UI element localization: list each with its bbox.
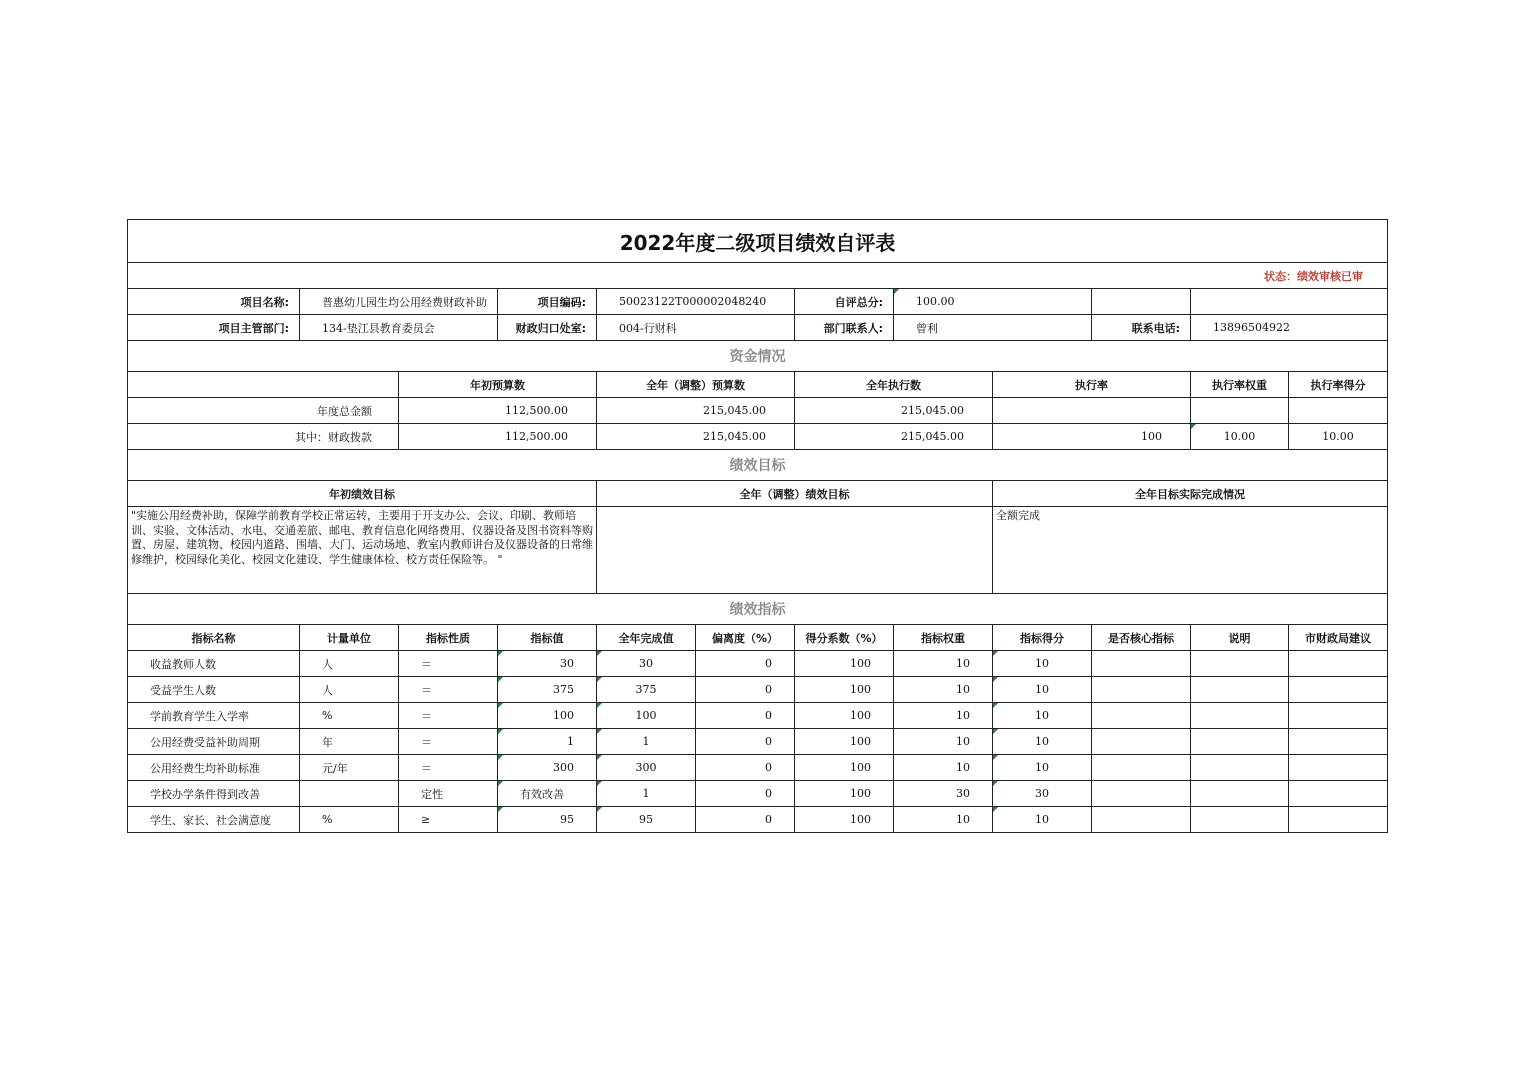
project-name-value[interactable]: 普惠幼儿园生均公用经费财政补助	[300, 289, 498, 315]
table-row	[128, 755, 1388, 781]
phone-label: 联系电话:	[1092, 315, 1191, 341]
indicator-note	[1191, 755, 1289, 781]
indicator-deviation: 0	[696, 807, 795, 833]
empty-cell	[1092, 289, 1191, 315]
indicator-name: 受益学生人数	[128, 677, 300, 703]
indicator-coefficient: 100	[795, 781, 894, 807]
indicator-note	[1191, 677, 1289, 703]
funds-header: 年初预算数	[399, 372, 597, 398]
indicator-deviation: 0	[696, 651, 795, 677]
indicator-deviation: 0	[696, 729, 795, 755]
indicator-unit: 元/年	[300, 755, 399, 781]
indicator-deviation: 0	[696, 677, 795, 703]
adjusted-budget: 215,045.00	[597, 424, 795, 450]
indicator-deviation: 0	[696, 781, 795, 807]
indicator-coefficient: 100	[795, 807, 894, 833]
indicator-header: 指标权重	[894, 625, 993, 651]
indicator-target[interactable]: 375	[498, 677, 597, 703]
funds-section-title: 资金情况	[128, 341, 1388, 372]
indicators-section-title: 绩效指标	[128, 594, 1388, 625]
indicator-unit	[300, 781, 399, 807]
self-score-value[interactable]: 100.00	[894, 289, 1092, 315]
rate-weight	[1191, 398, 1289, 424]
funds-header: 执行率得分	[1289, 372, 1388, 398]
indicator-deviation: 0	[696, 703, 795, 729]
dept-label: 项目主管部门:	[128, 315, 300, 341]
indicator-nature: ＝	[399, 677, 498, 703]
rate-score	[1289, 398, 1388, 424]
actual-completion-text: 全额完成	[993, 507, 1388, 594]
goals-header: 全年（调整）绩效目标	[597, 481, 993, 507]
goals-header: 全年目标实际完成情况	[993, 481, 1388, 507]
indicator-coefficient: 100	[795, 729, 894, 755]
indicator-target[interactable]: 100	[498, 703, 597, 729]
project-info-row-1	[128, 289, 1388, 315]
indicator-nature: ＝	[399, 703, 498, 729]
indicator-actual[interactable]: 30	[597, 651, 696, 677]
indicator-actual[interactable]: 1	[597, 781, 696, 807]
table-row	[128, 781, 1388, 807]
indicator-is-core	[1092, 807, 1191, 833]
funds-header-row	[128, 372, 1388, 398]
indicator-header: 是否核心指标	[1092, 625, 1191, 651]
indicator-suggestion	[1289, 651, 1388, 677]
adjusted-goal-text	[597, 507, 993, 594]
project-code-label: 项目编码:	[498, 289, 597, 315]
indicator-suggestion	[1289, 755, 1388, 781]
indicator-nature: ＝	[399, 755, 498, 781]
execution-rate	[993, 398, 1191, 424]
funds-row-label: 其中：财政拨款	[128, 424, 399, 450]
indicator-coefficient: 100	[795, 703, 894, 729]
rate-score: 10.00	[1289, 424, 1388, 450]
indicator-score[interactable]: 10	[993, 703, 1092, 729]
indicator-coefficient: 100	[795, 651, 894, 677]
dept-value[interactable]: 134-垫江县教育委员会	[300, 315, 498, 341]
indicator-actual[interactable]: 375	[597, 677, 696, 703]
indicator-unit: 年	[300, 729, 399, 755]
performance-form	[127, 219, 1388, 833]
self-score-label: 自评总分:	[795, 289, 894, 315]
indicator-weight: 10	[894, 651, 993, 677]
funds-row	[128, 398, 1388, 424]
indicator-suggestion	[1289, 703, 1388, 729]
indicator-name: 学前教育学生入学率	[128, 703, 300, 729]
table-row	[128, 703, 1388, 729]
executed-amount: 215,045.00	[795, 424, 993, 450]
indicators-header-row	[128, 625, 1388, 651]
indicator-is-core	[1092, 677, 1191, 703]
indicator-note	[1191, 703, 1289, 729]
indicator-unit: %	[300, 703, 399, 729]
indicator-note	[1191, 729, 1289, 755]
indicator-nature: ≥	[399, 807, 498, 833]
funds-header: 全年执行数	[795, 372, 993, 398]
indicator-name: 收益教师人数	[128, 651, 300, 677]
office-value[interactable]: 004-行财科	[597, 315, 795, 341]
funds-header: 执行率	[993, 372, 1191, 398]
indicator-deviation: 0	[696, 755, 795, 781]
indicator-score[interactable]: 10	[993, 729, 1092, 755]
table-row	[128, 651, 1388, 677]
indicator-weight: 10	[894, 703, 993, 729]
indicator-name: 公用经费生均补助标准	[128, 755, 300, 781]
funds-row	[128, 424, 1388, 450]
funds-row-label: 年度总金额	[128, 398, 399, 424]
indicator-suggestion	[1289, 729, 1388, 755]
empty-cell	[128, 372, 399, 398]
indicator-suggestion	[1289, 677, 1388, 703]
executed-amount: 215,045.00	[795, 398, 993, 424]
indicator-header: 偏离度（%）	[696, 625, 795, 651]
project-name-label: 项目名称:	[128, 289, 300, 315]
indicator-name: 公用经费受益补助周期	[128, 729, 300, 755]
initial-goal-text: "实施公用经费补助，保障学前教育学校正常运转，主要用于开支办公、会议、印刷、教师培训、实验、文体活动、水电、交通差旅、邮电、教育信息化网络费用、仪器设备及图书资料等购置、房屋、建筑物、校园内道路、围墙、大门、运动场地、教室内教师讲台及仪器设备的日常维修维护，校园绿化美化、校园文化建设、学生健康体检、校方责任保险等。 "	[128, 507, 597, 594]
contact-label: 部门联系人:	[795, 315, 894, 341]
page-title: 2022年度二级项目绩效自评表	[128, 220, 1388, 263]
indicator-score[interactable]: 10	[993, 651, 1092, 677]
indicator-actual[interactable]: 100	[597, 703, 696, 729]
execution-rate: 100	[993, 424, 1191, 450]
indicator-note	[1191, 807, 1289, 833]
indicator-target[interactable]: 有效改善	[498, 781, 597, 807]
indicator-is-core	[1092, 781, 1191, 807]
indicator-weight: 30	[894, 781, 993, 807]
phone-value[interactable]: 13896504922	[1191, 315, 1388, 341]
indicator-header: 市财政局建议	[1289, 625, 1388, 651]
indicator-unit: 人	[300, 677, 399, 703]
indicator-header: 指标名称	[128, 625, 300, 651]
indicator-score[interactable]: 10	[993, 677, 1092, 703]
project-code-value[interactable]: 50023122T000002048240	[597, 289, 795, 315]
adjusted-budget: 215,045.00	[597, 398, 795, 424]
rate-weight: 10.00	[1191, 424, 1289, 450]
goals-content-row	[128, 507, 1388, 594]
indicator-is-core	[1092, 651, 1191, 677]
indicator-actual[interactable]: 300	[597, 755, 696, 781]
indicator-unit: 人	[300, 651, 399, 677]
indicator-weight: 10	[894, 755, 993, 781]
indicator-score[interactable]: 10	[993, 807, 1092, 833]
funds-header: 执行率权重	[1191, 372, 1289, 398]
table-row	[128, 729, 1388, 755]
indicator-nature: ＝	[399, 729, 498, 755]
indicator-header: 指标得分	[993, 625, 1092, 651]
contact-value[interactable]: 曾利	[894, 315, 1092, 341]
indicator-header: 说明	[1191, 625, 1289, 651]
office-label: 财政归口处室:	[498, 315, 597, 341]
indicator-target[interactable]: 300	[498, 755, 597, 781]
indicator-actual[interactable]: 1	[597, 729, 696, 755]
table-row	[128, 677, 1388, 703]
indicator-header: 指标值	[498, 625, 597, 651]
indicator-target[interactable]: 95	[498, 807, 597, 833]
indicator-unit: %	[300, 807, 399, 833]
indicator-score[interactable]: 30	[993, 781, 1092, 807]
initial-budget: 112,500.00	[399, 424, 597, 450]
indicator-nature: 定性	[399, 781, 498, 807]
indicator-target[interactable]: 30	[498, 651, 597, 677]
indicator-header: 计量单位	[300, 625, 399, 651]
indicator-suggestion	[1289, 807, 1388, 833]
funds-header: 全年（调整）预算数	[597, 372, 795, 398]
indicator-name: 学校办学条件得到改善	[128, 781, 300, 807]
indicator-is-core	[1092, 755, 1191, 781]
indicator-weight: 10	[894, 729, 993, 755]
indicator-suggestion	[1289, 781, 1388, 807]
indicator-weight: 10	[894, 677, 993, 703]
indicator-is-core	[1092, 703, 1191, 729]
indicator-is-core	[1092, 729, 1191, 755]
indicator-header: 得分系数（%）	[795, 625, 894, 651]
goals-header-row	[128, 481, 1388, 507]
indicator-note	[1191, 781, 1289, 807]
empty-cell	[1191, 289, 1388, 315]
project-info-row-2	[128, 315, 1388, 341]
status-badge: 状态：绩效审核已审	[128, 263, 1388, 289]
indicator-weight: 10	[894, 807, 993, 833]
indicator-header: 全年完成值	[597, 625, 696, 651]
indicator-nature: ＝	[399, 651, 498, 677]
indicator-actual[interactable]: 95	[597, 807, 696, 833]
initial-budget: 112,500.00	[399, 398, 597, 424]
indicator-name: 学生、家长、社会满意度	[128, 807, 300, 833]
goals-section-title: 绩效目标	[128, 450, 1388, 481]
goals-header: 年初绩效目标	[128, 481, 597, 507]
indicator-coefficient: 100	[795, 755, 894, 781]
indicator-note	[1191, 651, 1289, 677]
indicator-coefficient: 100	[795, 677, 894, 703]
indicator-score[interactable]: 10	[993, 755, 1092, 781]
table-row	[128, 807, 1388, 833]
indicator-target[interactable]: 1	[498, 729, 597, 755]
indicator-header: 指标性质	[399, 625, 498, 651]
